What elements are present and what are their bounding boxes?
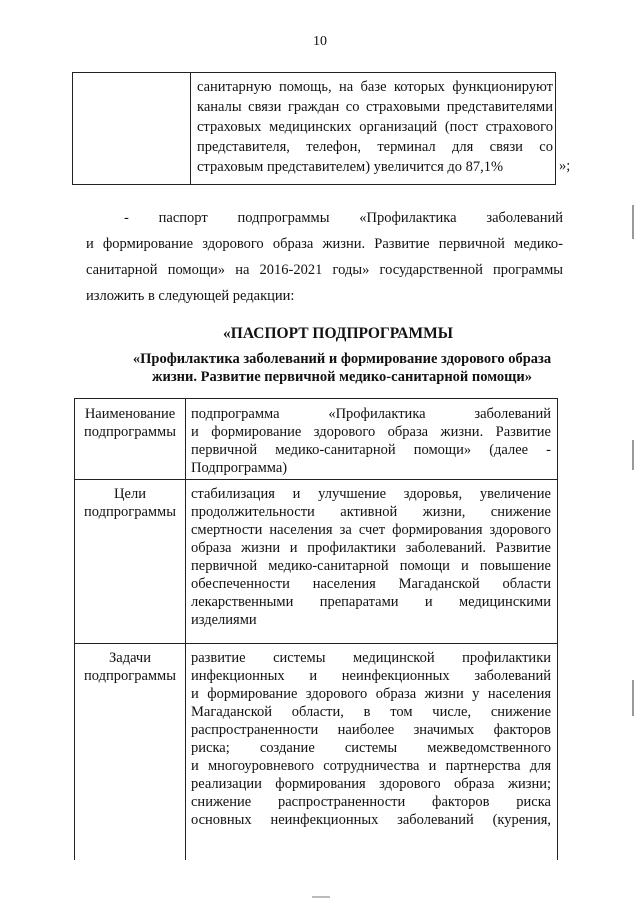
- row-text-tasks: развитие системы медицинской профилактики инфекционных и неинфекционных заболеваний и формирование здорового образа жизни у населения Магаданской области, в том числе, снижение распространенности наиболее значимых факторов риска; создание системы межведомственного и многоуровневого сотрудничества и партнерства для реализации формирования здорового образа жизни; снижение распространенности факторов риска основных неинфекционных заболеваний (курения,: [191, 650, 551, 828]
- passport-title: «ПАСПОРТ ПОДПРОГРАММЫ: [223, 325, 453, 342]
- paragraph-line: - паспорт подпрограммы «Профилактика заболеваний: [124, 210, 563, 226]
- passport-table: [74, 398, 558, 860]
- continuation-line: представителя, телефон, терминал для связи со: [197, 139, 553, 155]
- scan-edge-mark: [632, 440, 634, 470]
- closing-quote: »;: [559, 158, 571, 174]
- subtitle-line: жизни. Развитие первичной медико-санитарной помощи»: [151, 369, 533, 385]
- continuation-line: страховым представителем) увеличится до 87,1%: [197, 159, 504, 175]
- scan-edge-mark: [632, 680, 634, 716]
- column-divider: [185, 399, 186, 860]
- paragraph-line: изложить в следующей редакции:: [86, 288, 295, 304]
- row-text-goals: стабилизация и улучшение здоровья, увеличение продолжительности активной жизни, снижение смертности населения за счет формирования здорового образа жизни и профилактики заболеваний. Развитие первичной медико-санитарной помощи и повышение обеспеченности населения Магаданской области лекарственными препаратами и медицинскими изделиями: [191, 486, 551, 628]
- row-label-name: Наименование подпрограммы: [84, 406, 176, 440]
- row-label-tasks: Задачи подпрограммы: [84, 650, 176, 684]
- subtitle-line: «Профилактика заболеваний и формирование здорового образа: [132, 351, 552, 367]
- scan-edge-mark: [632, 205, 634, 239]
- row-divider: [75, 479, 557, 480]
- scan-bottom-mark: [312, 896, 330, 898]
- continuation-line: санитарную помощь, на базе которых функционируют: [197, 79, 553, 95]
- continuation-text-cell: [197, 77, 553, 177]
- continuation-line: страховых медицинских организаций (пост страхового: [197, 119, 553, 135]
- continuation-empty-cell: [73, 73, 191, 184]
- amendment-paragraph: [86, 205, 563, 309]
- paragraph-line: санитарной помощи» на 2016-2021 годы» государственной программы: [86, 262, 563, 278]
- row-label-goals: Цели подпрограммы: [84, 486, 176, 520]
- row-text-name: подпрограмма «Профилактика заболеваний и формирование здорового образа жизни. Развитие первичной медико-санитарной помощи» (далее - Подпрограмма): [191, 406, 551, 476]
- continuation-line: каналы связи граждан со страховыми представителями: [197, 99, 553, 115]
- continuation-table: [72, 72, 556, 185]
- row-divider: [75, 643, 557, 644]
- page-number: 10: [313, 34, 327, 49]
- passport-subtitle: [120, 350, 564, 386]
- paragraph-line: и формирование здорового образа жизни. Развитие первичной медико-: [86, 236, 563, 252]
